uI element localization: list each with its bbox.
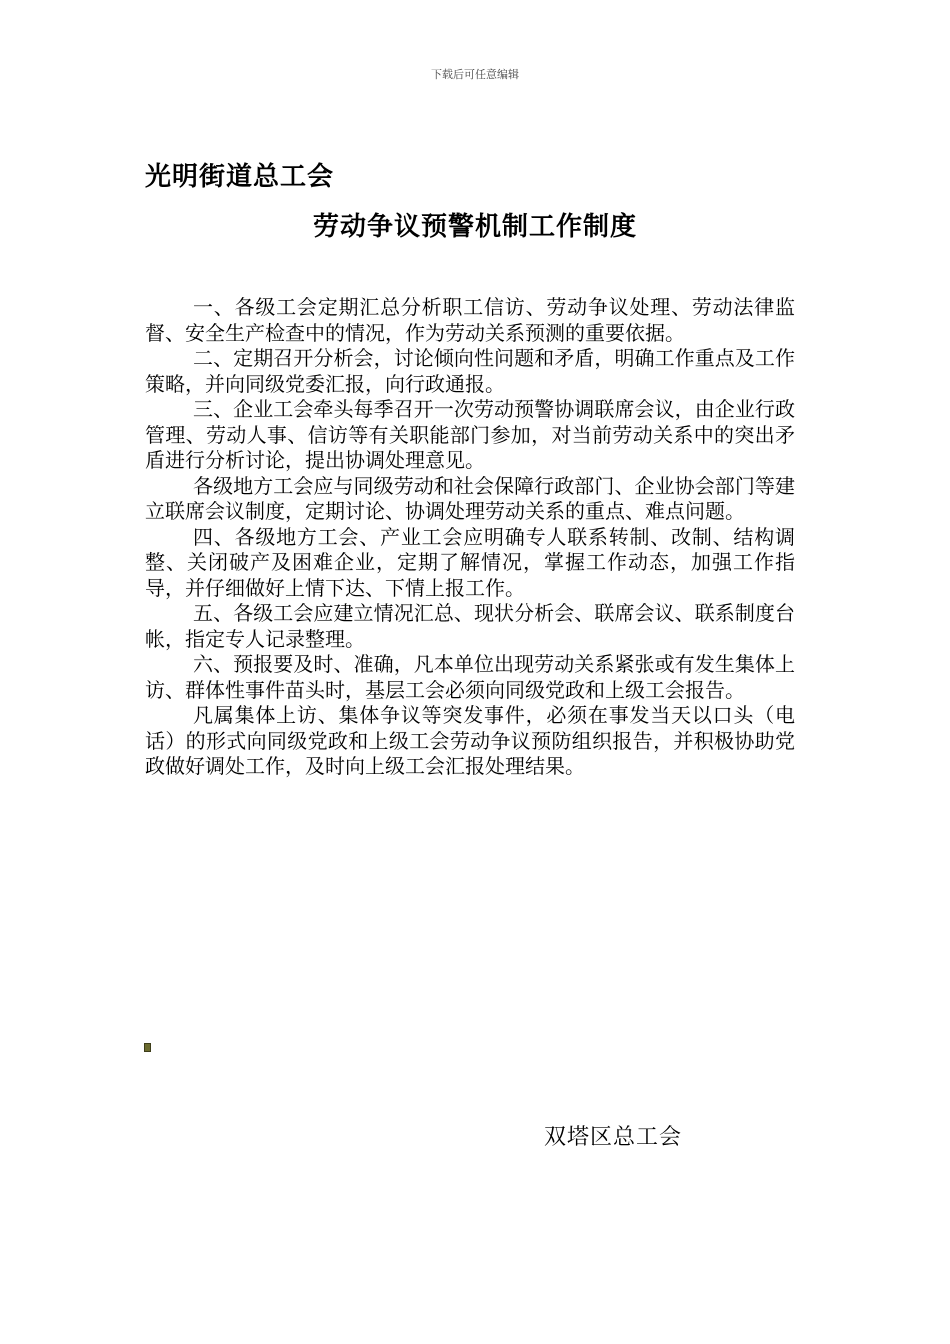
paragraph-2: 二、定期召开分析会，讨论倾向性问题和矛盾，明确工作重点及工作策略，并向同级党委汇报，向行政通报。 — [145, 346, 795, 396]
paragraph-6: 五、各级工会应建立情况汇总、现状分析会、联席会议、联系制度台帐，指定专人记录整理。 — [145, 601, 795, 651]
paragraph-7: 六、预报要及时、准确，凡本单位出现劳动关系紧张或有发生集体上访、群体性事件苗头时，基层工会必须向同级党政和上级工会报告。 — [145, 652, 795, 702]
paragraph-5: 四、各级地方工会、产业工会应明确专人联系转制、改制、结构调整、关闭破产及困难企业，定期了解情况，掌握工作动态，加强工作指导，并仔细做好上情下达、下情上报工作。 — [145, 524, 795, 600]
paragraph-4: 各级地方工会应与同级劳动和社会保障行政部门、企业协会部门等建立联席会议制度，定期讨论、协调处理劳动关系的重点、难点问题。 — [145, 473, 795, 523]
embedded-image-marker — [144, 1043, 151, 1052]
header-note: 下载后可任意编辑 — [431, 68, 519, 81]
document-title: 劳动争议预警机制工作制度 — [312, 212, 637, 242]
paragraph-1: 一、各级工会定期汇总分析职工信访、劳动争议处理、劳动法律监督、安全生产检查中的情况，作为劳动关系预测的重要依据。 — [145, 295, 795, 345]
org-title: 光明街道总工会 — [145, 162, 335, 192]
paragraph-3: 三、企业工会牵头每季召开一次劳动预警协调联席会议，由企业行政管理、劳动人事、信访等有关职能部门参加，对当前劳动关系中的突出矛盾进行分析讨论，提出协调处理意见。 — [145, 397, 795, 472]
paragraph-8: 凡属集体上访、集体争议等突发事件，必须在事发当天以口头（电话）的形式向同级党政和上级工会劳动争议预防组织报告，并积极协助党政做好调处工作，及时向上级工会汇报处理结果。 — [145, 703, 795, 778]
signature: 双塔区总工会 — [544, 1125, 683, 1150]
document-body — [145, 295, 795, 780]
